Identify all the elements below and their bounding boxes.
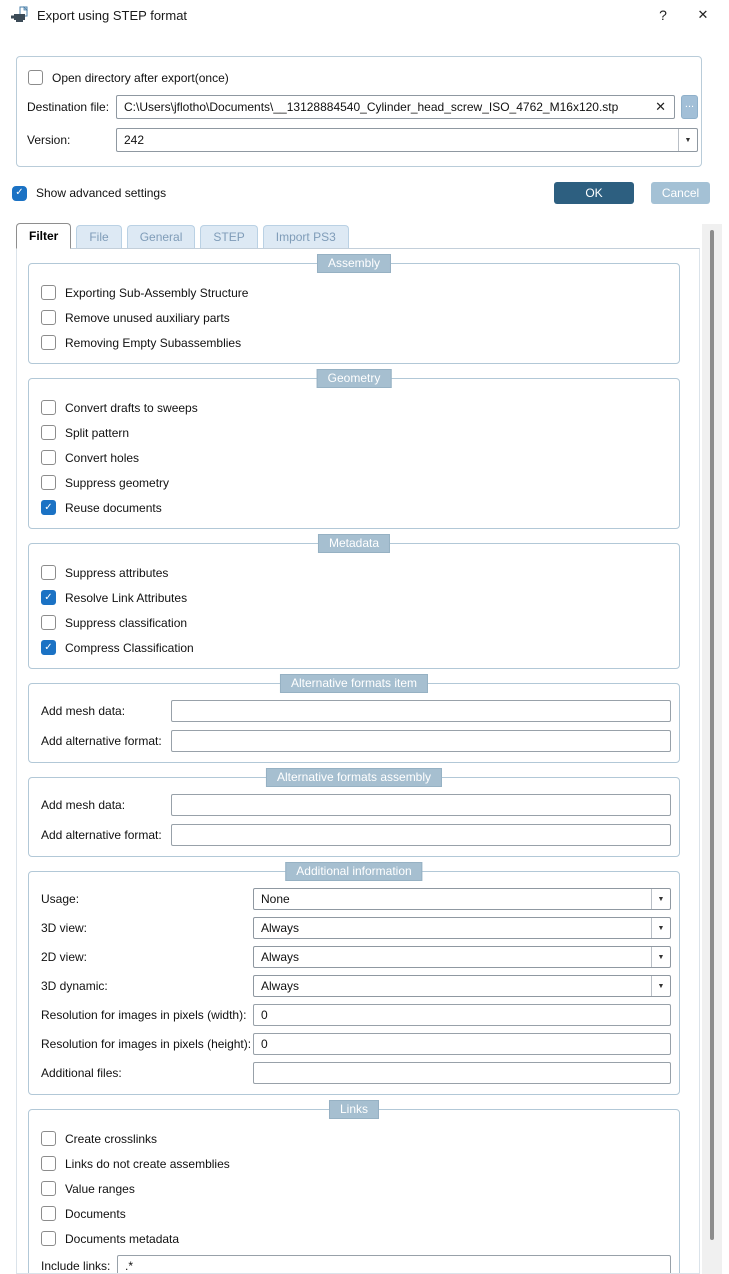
resolution-height-input[interactable]: [253, 1033, 671, 1055]
checkbox-convert-holes[interactable]: [41, 450, 56, 465]
open-directory-label[interactable]: Open directory after export(once): [52, 70, 229, 85]
additional-information-title: Additional information: [285, 862, 422, 881]
checkbox-row: [41, 445, 671, 470]
show-advanced-settings-checkbox[interactable]: [12, 186, 27, 201]
3d-dynamic-select[interactable]: [253, 975, 671, 997]
checkbox-row: [41, 1201, 671, 1226]
checkbox-resolve-link-attributes[interactable]: [41, 590, 56, 605]
resolution-width-input[interactable]: [253, 1004, 671, 1026]
usage-label: Usage:: [41, 892, 80, 906]
help-button[interactable]: ?: [659, 7, 667, 23]
assembly-group-title: Assembly: [317, 254, 391, 273]
version-value: 242: [124, 133, 145, 147]
open-directory-checkbox[interactable]: [28, 70, 43, 85]
field-row: [41, 1033, 671, 1055]
links-group-title: Links: [329, 1100, 379, 1119]
checkbox-links-do-not-create-assemblies[interactable]: [41, 1156, 56, 1171]
checkbox-row: [41, 610, 671, 635]
checkbox-label[interactable]: Resolve Link Attributes: [65, 590, 188, 605]
checkbox-create-crosslinks[interactable]: [41, 1131, 56, 1146]
checkbox-value-ranges[interactable]: [41, 1181, 56, 1196]
open-directory-row: [27, 69, 698, 86]
version-row: [27, 128, 698, 152]
field-row: [41, 794, 671, 816]
include-links-label: Include links:: [41, 1259, 111, 1273]
checkbox-label[interactable]: Suppress attributes: [65, 565, 169, 580]
usage-value: None: [261, 892, 290, 906]
field-row: [41, 888, 671, 910]
checkbox-label[interactable]: Links do not create assemblies: [65, 1156, 230, 1171]
additional-information-group: [28, 864, 680, 1095]
tab-step[interactable]: STEP: [200, 225, 257, 248]
additional-files-label: Additional files:: [41, 1066, 122, 1080]
scrollbar-thumb[interactable]: [710, 230, 714, 1240]
3d-view-label: 3D view:: [41, 921, 88, 935]
checkbox-label[interactable]: Exporting Sub-Assembly Structure: [65, 285, 249, 300]
checkbox-row: [41, 495, 671, 520]
tab-general[interactable]: General: [127, 225, 196, 248]
checkbox-row: [41, 330, 671, 355]
metadata-group: [28, 536, 680, 669]
links-group: [28, 1102, 680, 1274]
chevron-down-icon[interactable]: ▼: [651, 918, 670, 938]
checkbox-suppress-classification[interactable]: [41, 615, 56, 630]
destination-file-row: [27, 95, 698, 119]
3d-view-value: Always: [261, 921, 300, 935]
checkbox-label[interactable]: Remove unused auxiliary parts: [65, 310, 230, 325]
checkbox-row: [41, 420, 671, 445]
resolution-width-label: Resolution for images in pixels (width):: [41, 1008, 247, 1022]
check-icon: ✓: [44, 641, 53, 653]
chevron-down-icon[interactable]: ▼: [678, 129, 697, 151]
clear-destination-icon[interactable]: ✕: [655, 99, 666, 114]
chevron-down-icon[interactable]: ▼: [651, 976, 670, 996]
checkbox-removing-empty-subassemblies[interactable]: [41, 335, 56, 350]
3d-view-select[interactable]: [253, 917, 671, 939]
field-row: [41, 824, 671, 846]
2d-view-select[interactable]: [253, 946, 671, 968]
destination-file-label: Destination file:: [27, 100, 110, 114]
alternative-formats-assembly-title: Alternative formats assembly: [266, 768, 442, 787]
checkbox-label[interactable]: Removing Empty Subassemblies: [65, 335, 242, 350]
alternative-formats-item-group: [28, 676, 680, 763]
checkbox-label[interactable]: Reuse documents: [65, 500, 162, 515]
checkbox-label[interactable]: Documents: [65, 1206, 126, 1221]
checkbox-documents[interactable]: [41, 1206, 56, 1221]
check-icon: ✓: [15, 187, 24, 198]
checkbox-row: [41, 585, 671, 610]
checkbox-label[interactable]: Create crosslinks: [65, 1131, 158, 1146]
checkbox-split-pattern[interactable]: [41, 425, 56, 440]
checkbox-row: [41, 1226, 671, 1251]
include-links-row: [41, 1255, 671, 1274]
checkbox-label[interactable]: Suppress geometry: [65, 475, 170, 490]
destination-group: [16, 56, 702, 167]
geometry-group: [28, 371, 680, 529]
window-title: Export using STEP format: [37, 7, 188, 23]
add-alternative-format-input-assembly[interactable]: [171, 824, 671, 846]
destination-file-input[interactable]: [116, 95, 675, 119]
checkbox-row: [41, 280, 671, 305]
3d-dynamic-value: Always: [261, 979, 300, 993]
checkbox-row: [41, 1176, 671, 1201]
tab-bar: [16, 222, 729, 248]
checkbox-row: [41, 470, 671, 495]
chevron-down-icon[interactable]: ▼: [651, 947, 670, 967]
checkbox-documents-metadata[interactable]: [41, 1231, 56, 1246]
tab-import-ps3[interactable]: Import PS3: [263, 225, 349, 248]
additional-files-input[interactable]: [253, 1062, 671, 1084]
checkbox-row: [41, 305, 671, 330]
advanced-settings-row: [12, 181, 710, 205]
checkbox-label[interactable]: Value ranges: [65, 1181, 135, 1196]
checkbox-convert-drafts-to-sweeps[interactable]: [41, 400, 56, 415]
checkbox-label[interactable]: Documents metadata: [65, 1231, 180, 1246]
close-button[interactable]: ✕: [697, 7, 709, 22]
checkbox-row: [41, 635, 671, 660]
checkbox-label[interactable]: Suppress classification: [65, 615, 188, 630]
ok-button[interactable]: OK: [554, 182, 634, 204]
add-alternative-format-label: Add alternative format:: [41, 828, 162, 842]
checkbox-suppress-attributes[interactable]: [41, 565, 56, 580]
checkbox-row: [41, 1151, 671, 1176]
checkbox-row: [41, 1126, 671, 1151]
checkbox-label[interactable]: Convert holes: [65, 450, 140, 465]
geometry-group-title: Geometry: [317, 369, 392, 388]
browse-button[interactable]: ...: [681, 95, 698, 119]
checkbox-label[interactable]: Convert drafts to sweeps: [65, 400, 198, 415]
version-select[interactable]: [116, 128, 698, 152]
checkbox-reuse-documents[interactable]: [41, 500, 56, 515]
checkbox-row: [41, 560, 671, 585]
tab-filter[interactable]: Filter: [16, 223, 71, 249]
field-row: [41, 917, 671, 939]
field-row: [41, 946, 671, 968]
2d-view-value: Always: [261, 950, 300, 964]
cancel-button[interactable]: Cancel: [651, 182, 710, 204]
assembly-group: [28, 256, 680, 364]
show-advanced-settings-label[interactable]: Show advanced settings: [36, 186, 167, 200]
field-row: [41, 1004, 671, 1026]
checkbox-label[interactable]: Compress Classification: [65, 640, 194, 655]
destination-file-wrap: [116, 95, 675, 119]
checkbox-remove-unused-auxiliary-parts[interactable]: [41, 310, 56, 325]
field-row: [41, 700, 671, 722]
metadata-group-title: Metadata: [318, 534, 390, 553]
checkbox-suppress-geometry[interactable]: [41, 475, 56, 490]
tab-file[interactable]: File: [76, 225, 121, 248]
dialog-buttons: [554, 182, 710, 204]
chevron-down-icon[interactable]: ▼: [651, 889, 670, 909]
field-row: [41, 975, 671, 997]
add-mesh-data-input-assembly[interactable]: [171, 794, 671, 816]
field-row: [41, 730, 671, 752]
usage-select[interactable]: [253, 888, 671, 910]
advanced-settings-left: [12, 186, 166, 201]
checkbox-row: [41, 395, 671, 420]
alternative-formats-item-title: Alternative formats item: [280, 674, 428, 693]
check-icon: ✓: [44, 591, 53, 603]
add-mesh-data-input-item[interactable]: [171, 700, 671, 722]
alternative-formats-assembly-group: [28, 770, 680, 857]
add-mesh-data-label: Add mesh data:: [41, 798, 126, 812]
3d-dynamic-label: 3D dynamic:: [41, 979, 108, 993]
include-links-input[interactable]: [117, 1255, 671, 1274]
export-step-icon: [10, 6, 30, 24]
checkbox-label[interactable]: Split pattern: [65, 425, 130, 440]
checkbox-exporting-sub-assembly-structure[interactable]: [41, 285, 56, 300]
add-alternative-format-label: Add alternative format:: [41, 734, 162, 748]
2d-view-label: 2D view:: [41, 950, 88, 964]
field-row: [41, 1062, 671, 1084]
tab-content-panel: [16, 248, 700, 1274]
checkbox-compress-classification[interactable]: [41, 640, 56, 655]
add-mesh-data-label: Add mesh data:: [41, 704, 126, 718]
resolution-height-label: Resolution for images in pixels (height):: [41, 1037, 252, 1051]
add-alternative-format-input-item[interactable]: [171, 730, 671, 752]
title-bar: [0, 0, 729, 30]
check-icon: ✓: [44, 501, 53, 513]
vertical-scrollbar[interactable]: [702, 224, 722, 1274]
version-label: Version:: [27, 133, 71, 147]
